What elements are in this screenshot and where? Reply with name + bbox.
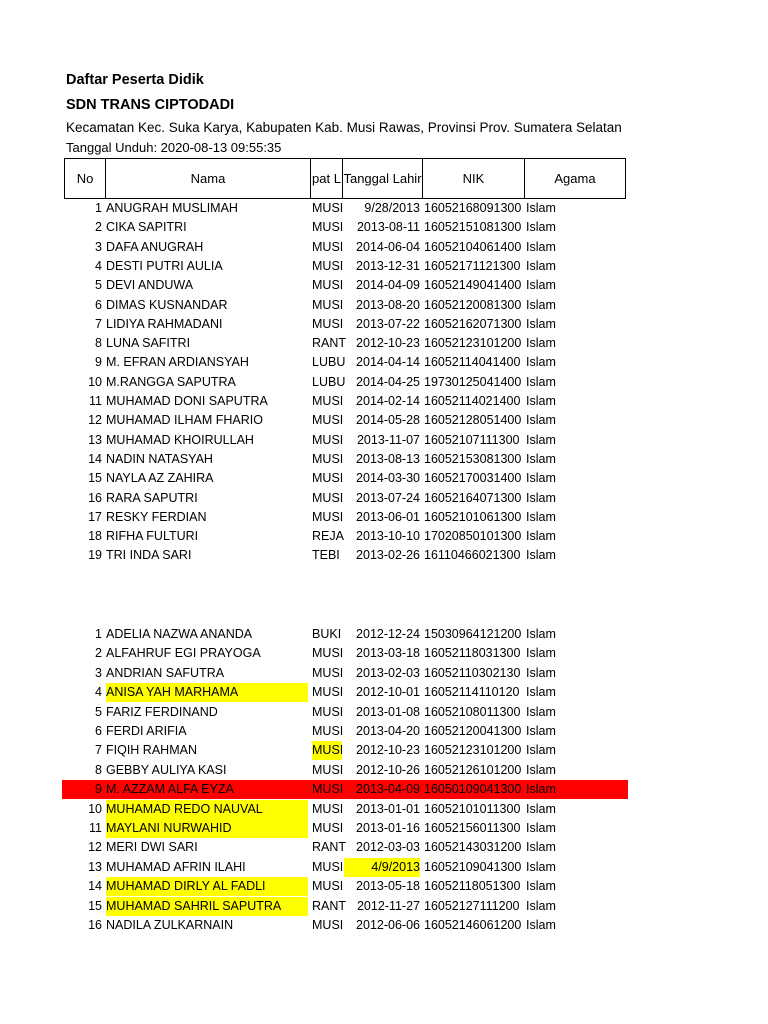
table-row — [62, 819, 628, 838]
student-name: RARA SAPUTRI — [106, 490, 198, 505]
nik-number: 16052156011300 — [424, 821, 521, 835]
birth-date: 2013-08-13 — [356, 451, 420, 466]
religion: Islam — [526, 762, 556, 777]
table-row — [62, 897, 628, 916]
religion: Islam — [526, 220, 556, 235]
religion: Islam — [526, 646, 556, 661]
nik-number: 16052120041300 — [424, 724, 522, 738]
student-name: ADELIA NAZWA ANANDA — [106, 627, 253, 641]
table-row — [62, 334, 628, 353]
religion: Islam — [526, 840, 556, 855]
col-header-no: No — [65, 159, 106, 198]
student-name: NAYLA AZ ZAHIRA — [106, 471, 214, 486]
nik-number: 16052164071300 — [424, 490, 522, 505]
student-name: ANDRIAN SAFUTRA — [106, 665, 225, 680]
nik-number: 16052101011300 — [424, 801, 521, 816]
col-header-agama: Agama — [554, 171, 596, 186]
birth-place: MUSI — [312, 762, 344, 777]
birth-date: 2012-10-23 — [356, 336, 420, 351]
religion: Islam — [526, 743, 556, 758]
religion: Islam — [526, 627, 556, 641]
nik-number: 16052126101200 — [424, 762, 522, 777]
row-number: 13 — [88, 432, 102, 447]
col-header-tempat: pat L — [311, 159, 343, 198]
nik-number: 16052168091300 — [424, 201, 522, 215]
student-name: M. AZZAM ALFA EYZA — [106, 782, 234, 797]
birth-date: 2014-04-25 — [356, 374, 420, 389]
student-name: DEVI ANDUWA — [106, 278, 194, 293]
birth-date: 2013-01-01 — [356, 801, 420, 816]
religion: Islam — [526, 801, 556, 816]
student-name: LIDIYA RAHMADANI — [106, 316, 223, 331]
table-row — [62, 527, 628, 546]
nik-number: 16052146061200 — [424, 918, 522, 932]
nik-number: 16052114021400 — [424, 394, 521, 408]
birth-date: 2014-04-14 — [356, 355, 420, 370]
table-row — [62, 431, 628, 450]
religion: Islam — [526, 355, 556, 370]
nik-number: 16052107111300 — [424, 432, 520, 447]
student-name: MUHAMAD REDO NAUVAL — [106, 800, 308, 819]
row-number: 14 — [88, 879, 102, 894]
table-row — [62, 838, 628, 857]
birth-place: MUSI — [312, 239, 344, 254]
religion: Islam — [526, 394, 556, 408]
row-number: 7 — [95, 316, 102, 331]
birth-place: MUSI — [312, 394, 344, 408]
religion: Islam — [526, 297, 556, 312]
birth-date: 2014-05-28 — [356, 413, 420, 428]
birth-place: MUSI — [312, 451, 344, 466]
table-row — [62, 683, 628, 702]
row-number: 6 — [95, 724, 102, 738]
religion: Islam — [526, 724, 556, 738]
birth-place: MUSI — [312, 258, 344, 273]
nik-number: 16052108011300 — [424, 704, 521, 719]
nik-number: 16052127111200 — [424, 898, 520, 913]
nik-number: 16052151081300 — [424, 220, 522, 235]
row-number: 14 — [88, 451, 102, 466]
religion: Islam — [526, 374, 556, 389]
birth-date: 2013-10-10 — [356, 529, 420, 544]
student-name: MAYLANI NURWAHID — [106, 819, 308, 838]
table-row — [62, 392, 628, 411]
birth-place: MUSI — [312, 724, 344, 738]
location-line: Kecamatan Kec. Suka Karya, Kabupaten Kab. Musi Rawas, Provinsi Prov. Sumatera Selatan — [66, 120, 622, 135]
table-row — [62, 238, 628, 257]
row-number: 16 — [88, 490, 102, 505]
row-number: 1 — [95, 201, 102, 215]
birth-date: 9/28/2013 — [364, 201, 420, 215]
table-row — [62, 761, 628, 780]
student-name: DIMAS KUSNANDAR — [106, 297, 228, 312]
table-row — [62, 546, 628, 565]
birth-place: MUSI — [312, 782, 344, 797]
student-name: FERDI ARIFIA — [106, 724, 187, 738]
row-number: 3 — [95, 239, 102, 254]
table-row — [62, 722, 628, 741]
birth-place: TEBI — [312, 548, 340, 563]
student-name: ANISA YAH MARHAMA — [106, 683, 308, 702]
religion: Islam — [526, 529, 556, 544]
student-name: M. EFRAN ARDIANSYAH — [106, 355, 249, 370]
table-row — [62, 877, 628, 896]
row-number: 15 — [88, 898, 102, 913]
student-name: MERI DWI SARI — [106, 840, 198, 855]
birth-place: MUSI — [312, 471, 344, 486]
birth-date: 2013-06-01 — [356, 509, 420, 524]
nik-number: 16052123101200 — [424, 743, 522, 758]
table-header — [64, 158, 626, 199]
student-name: ANUGRAH MUSLIMAH — [106, 201, 238, 215]
table-row — [62, 780, 628, 799]
birth-date: 2012-11-27 — [356, 898, 420, 913]
nik-number: 16052101061300 — [424, 509, 522, 524]
birth-place: MUSI — [312, 801, 344, 816]
row-number: 5 — [95, 704, 102, 719]
row-number: 12 — [88, 840, 102, 855]
religion: Islam — [526, 782, 556, 797]
row-number: 18 — [88, 529, 102, 544]
student-name: NADILA ZULKARNAIN — [106, 918, 234, 932]
birth-date: 2013-12-31 — [356, 258, 420, 273]
birth-date: 2013-11-07 — [356, 432, 420, 447]
religion: Islam — [526, 201, 556, 215]
birth-date: 2014-03-30 — [356, 471, 420, 486]
student-name: GEBBY AULIYA KASI — [106, 762, 227, 777]
religion: Islam — [526, 509, 556, 524]
religion: Islam — [526, 548, 556, 563]
birth-place: MUSI — [312, 741, 342, 760]
col-header-tanggal: Tanggal Lahir — [343, 159, 423, 198]
table-row — [62, 741, 628, 760]
religion: Islam — [526, 278, 556, 293]
birth-date: 2012-12-24 — [356, 627, 420, 641]
birth-date: 2012-03-03 — [356, 840, 420, 855]
nik-number: 19730125041400 — [424, 374, 522, 389]
student-name: MUHAMAD DONI SAPUTRA — [106, 394, 268, 408]
birth-date: 2014-02-14 — [356, 394, 420, 408]
row-number: 2 — [95, 220, 102, 235]
col-header-nama: Nama — [106, 159, 311, 198]
birth-place: LUBU — [312, 355, 346, 370]
table-row — [62, 199, 628, 218]
nik-number: 16052123101200 — [424, 336, 522, 351]
birth-date: 2013-02-03 — [356, 665, 420, 680]
student-name: MUHAMAD SAHRIL SAPUTRA — [106, 897, 308, 916]
table-row — [62, 296, 628, 315]
row-number: 9 — [95, 355, 102, 370]
birth-place: MUSI — [312, 879, 344, 894]
religion: Islam — [526, 451, 556, 466]
student-name: FIQIH RAHMAN — [106, 743, 197, 758]
birth-date: 2012-10-23 — [356, 743, 420, 758]
nik-number: 16052171121300 — [424, 258, 521, 273]
nik-number: 16052114041400 — [424, 355, 521, 370]
birth-place: BUKI — [312, 627, 342, 641]
row-number: 11 — [89, 394, 102, 408]
nik-number: 16052170031400 — [424, 471, 522, 486]
row-number: 8 — [95, 336, 102, 351]
nik-number: 16052120081300 — [424, 297, 522, 312]
row-number: 8 — [95, 762, 102, 777]
birth-date: 2013-07-22 — [356, 316, 420, 331]
birth-place: MUSI — [312, 201, 344, 215]
birth-date: 4/9/2013 — [344, 858, 420, 877]
student-name: FARIZ FERDINAND — [106, 704, 218, 719]
table-row — [62, 508, 628, 527]
birth-date: 2012-06-06 — [356, 918, 420, 932]
row-number: 4 — [95, 685, 102, 700]
birth-place: MUSI — [312, 704, 344, 719]
table-row — [62, 411, 628, 430]
row-number: 6 — [95, 297, 102, 312]
table-row — [62, 489, 628, 508]
nik-number: 17020850101300 — [424, 529, 522, 544]
religion: Islam — [526, 432, 556, 447]
student-name: RESKY FERDIAN — [106, 509, 207, 524]
row-number: 11 — [89, 821, 102, 835]
table-row — [62, 858, 628, 877]
nik-number: 16052128051400 — [424, 413, 522, 428]
birth-place: MUSI — [312, 490, 344, 505]
birth-date: 2013-05-18 — [356, 879, 420, 894]
nik-number: 16052118031300 — [424, 646, 521, 661]
col-header-nik: NIK — [423, 159, 525, 198]
nik-number: 15030964121200 — [424, 627, 522, 641]
nik-number: 16052114110120 — [424, 685, 520, 700]
birth-place: MUSI — [312, 413, 344, 428]
table-row — [62, 450, 628, 469]
nik-number: 16110466021300 — [424, 548, 521, 563]
table-row — [62, 625, 628, 644]
row-number: 1 — [95, 627, 102, 641]
birth-date: 2013-02-26 — [356, 548, 420, 563]
birth-date: 2012-10-01 — [356, 685, 420, 700]
religion: Islam — [526, 665, 556, 680]
table-row — [62, 315, 628, 334]
school-name: SDN TRANS CIPTODADI — [66, 97, 235, 113]
nik-number: 16052110302130 — [424, 665, 521, 680]
birth-place: MUSI — [312, 278, 344, 293]
birth-date: 2013-07-24 — [356, 490, 420, 505]
religion: Islam — [526, 859, 556, 874]
student-name: DESTI PUTRI AULIA — [106, 258, 223, 273]
birth-place: REJA — [312, 529, 344, 544]
birth-place: MUSI — [312, 665, 344, 680]
table-row — [62, 703, 628, 722]
religion: Islam — [526, 898, 556, 913]
table-row — [62, 353, 628, 372]
nik-number: 16052153081300 — [424, 451, 522, 466]
row-number: 12 — [88, 413, 102, 428]
religion: Islam — [526, 471, 556, 486]
nik-number: 16052143031200 — [424, 840, 522, 855]
nik-number: 16052162071300 — [424, 316, 522, 331]
student-name: ALFAHRUF EGI PRAYOGA — [106, 646, 261, 661]
religion: Islam — [526, 821, 556, 835]
table-row — [62, 916, 628, 935]
nik-number: 16052149041400 — [424, 278, 522, 293]
religion: Islam — [526, 879, 556, 894]
birth-place: MUSI — [312, 646, 344, 661]
student-name: LUNA SAFITRI — [106, 336, 191, 351]
birth-place: MUSI — [312, 859, 344, 874]
row-number: 2 — [95, 646, 102, 661]
document-title: Daftar Peserta Didik — [66, 72, 204, 88]
birth-place: MUSI — [312, 316, 344, 331]
religion: Islam — [526, 704, 556, 719]
row-number: 19 — [88, 548, 102, 563]
birth-date: 2013-01-16 — [356, 821, 420, 835]
row-number: 16 — [88, 918, 102, 932]
birth-date: 2013-04-20 — [356, 724, 420, 738]
table-row — [62, 257, 628, 276]
row-number: 10 — [88, 801, 102, 816]
birth-date: 2013-08-20 — [356, 297, 420, 312]
row-number: 3 — [95, 665, 102, 680]
nik-number: 16052104061400 — [424, 239, 522, 254]
table-row — [62, 218, 628, 237]
table-row — [62, 644, 628, 663]
row-number: 10 — [88, 374, 102, 389]
birth-place: MUSI — [312, 297, 344, 312]
birth-date: 2013-08-11 — [356, 220, 420, 235]
student-name: MUHAMAD ILHAM FHARIO — [106, 413, 263, 428]
birth-place: MUSI — [312, 918, 344, 932]
religion: Islam — [526, 258, 556, 273]
religion: Islam — [526, 336, 556, 351]
table-row — [62, 373, 628, 392]
religion: Islam — [526, 239, 556, 254]
nik-number: 16052118051300 — [424, 879, 521, 894]
student-name: MUHAMAD AFRIN ILAHI — [106, 859, 246, 874]
row-number: 17 — [88, 509, 102, 524]
student-name: MUHAMAD DIRLY AL FADLI — [106, 877, 308, 896]
student-name: CIKA SAPITRI — [106, 220, 187, 235]
religion: Islam — [526, 413, 556, 428]
birth-date: 2013-01-08 — [356, 704, 420, 719]
birth-place: MUSI — [312, 685, 344, 700]
birth-place: MUSI — [312, 432, 344, 447]
birth-place: RANT — [312, 336, 347, 351]
table-row — [62, 276, 628, 295]
nik-number: 16050109041300 — [424, 782, 522, 797]
download-date: Tanggal Unduh: 2020-08-13 09:55:35 — [66, 140, 282, 155]
row-number: 7 — [95, 743, 102, 758]
table-row — [62, 469, 628, 488]
religion: Islam — [526, 918, 556, 932]
table-row — [62, 800, 628, 819]
student-name: MUHAMAD KHOIRULLAH — [106, 432, 254, 447]
student-name: DAFA ANUGRAH — [106, 239, 204, 254]
student-name: TRI INDA SARI — [106, 548, 192, 563]
student-name: NADIN NATASYAH — [106, 451, 213, 466]
birth-place: MUSI — [312, 821, 344, 835]
religion: Islam — [526, 490, 556, 505]
row-number: 5 — [95, 278, 102, 293]
birth-place: RANT — [312, 898, 347, 913]
row-number: 13 — [88, 859, 102, 874]
birth-date: 2014-06-04 — [356, 239, 420, 254]
birth-date: 2013-04-09 — [356, 782, 420, 797]
student-name: M.RANGGA SAPUTRA — [106, 374, 236, 389]
religion: Islam — [526, 685, 556, 700]
table-row — [62, 664, 628, 683]
religion: Islam — [526, 316, 556, 331]
birth-place: LUBU — [312, 374, 346, 389]
row-number: 4 — [95, 258, 102, 273]
birth-place: RANT — [312, 840, 347, 855]
birth-place: MUSI — [312, 509, 344, 524]
student-name: RIFHA FULTURI — [106, 529, 199, 544]
nik-number: 16052109041300 — [424, 859, 522, 874]
birth-date: 2013-03-18 — [356, 646, 420, 661]
row-number: 9 — [95, 782, 102, 797]
birth-place: MUSI — [312, 220, 344, 235]
birth-date: 2014-04-09 — [356, 278, 420, 293]
row-number: 15 — [88, 471, 102, 486]
birth-date: 2012-10-26 — [356, 762, 420, 777]
